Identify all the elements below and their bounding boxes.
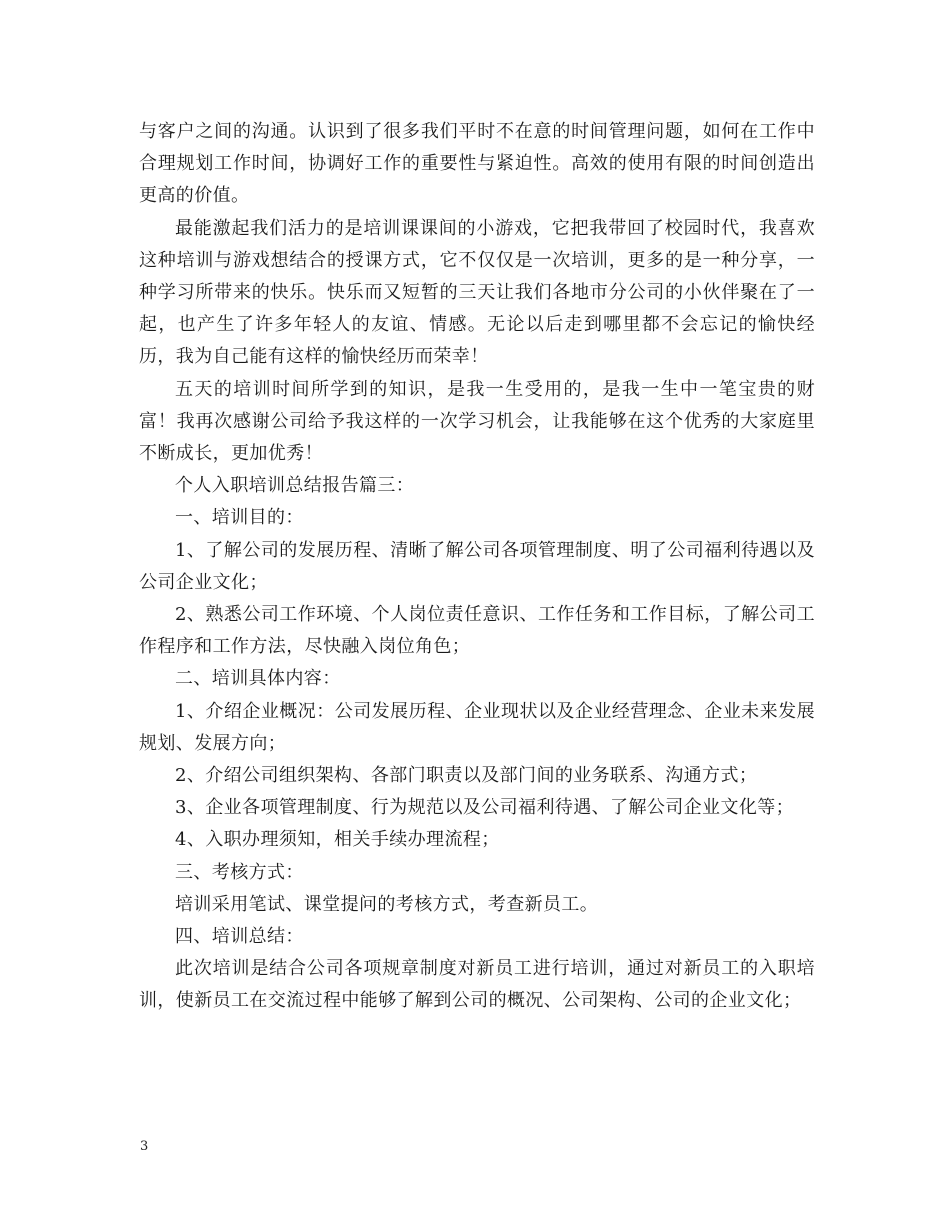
section-title: 个人入职培训总结报告篇三： xyxy=(175,475,415,497)
section-heading: 三、考核方式： xyxy=(175,861,304,883)
page-number: 3 xyxy=(140,1139,149,1154)
paragraph: 与客户之间的沟通。认识到了很多我们平时不在意的时间管理问题，如何在工作中合理规划工作时间，协调好工作的重要性与紧迫性。高效的使用有限的时间创造出更高的价值。 xyxy=(139,121,815,207)
paragraph: 最能激起我们活力的是培训课课间的小游戏，它把我带回了校园时代，我喜欢这种培训与游戏想结合的授课方式，它不仅仅是一次培训，更多的是一种分享，一种学习所带来的快乐。快乐而又短暂的三天让我们各地市分公司的小伙伴聚在了一起，也产生了许多年轻人的友谊、情感。无论以后走到哪里都不会忘记的愉快经历，我为自己能有这样的愉快经历而荣幸！ xyxy=(139,217,815,368)
paragraph: 培训采用笔试、课堂提问的考核方式，考查新员工。 xyxy=(175,893,599,915)
paragraph: 此次培训是结合公司各项规章制度对新员工进行培训，通过对新员工的入职培训，使新员工在交流过程中能够了解到公司的概况、公司架构、公司的企业文化； xyxy=(139,958,815,1012)
document-body xyxy=(139,116,815,1018)
section-heading: 一、培训目的： xyxy=(175,507,304,529)
paragraph: 五天的培训时间所学到的知识，是我一生受用的，是我一生中一笔宝贵的财富！我再次感谢公司给予我这样的一次学习机会，让我能够在这个优秀的大家庭里不断成长，更加优秀！ xyxy=(139,378,815,465)
list-item: 2、介绍公司组织架构、各部门职责以及部门间的业务联系、沟通方式； xyxy=(175,765,758,787)
section-heading: 二、培训具体内容： xyxy=(175,668,341,690)
list-item: 1、介绍企业概况：公司发展历程、企业现状以及企业经营理念、企业未来发展规划、发展方向； xyxy=(139,700,815,754)
list-item: 1、了解公司的发展历程、清晰了解公司各项管理制度、明了公司福利待遇以及公司企业文化； xyxy=(139,539,815,593)
list-item: 2、熟悉公司工作环境、个人岗位责任意识、工作任务和工作目标，了解公司工作程序和工作方法，尽快融入岗位角色； xyxy=(139,604,815,658)
list-item: 4、入职办理须知，相关手续办理流程； xyxy=(175,829,500,851)
list-item: 3、企业各项管理制度、行为规范以及公司福利待遇、了解公司企业文化等； xyxy=(175,797,795,819)
section-heading: 四、培训总结： xyxy=(175,926,304,948)
